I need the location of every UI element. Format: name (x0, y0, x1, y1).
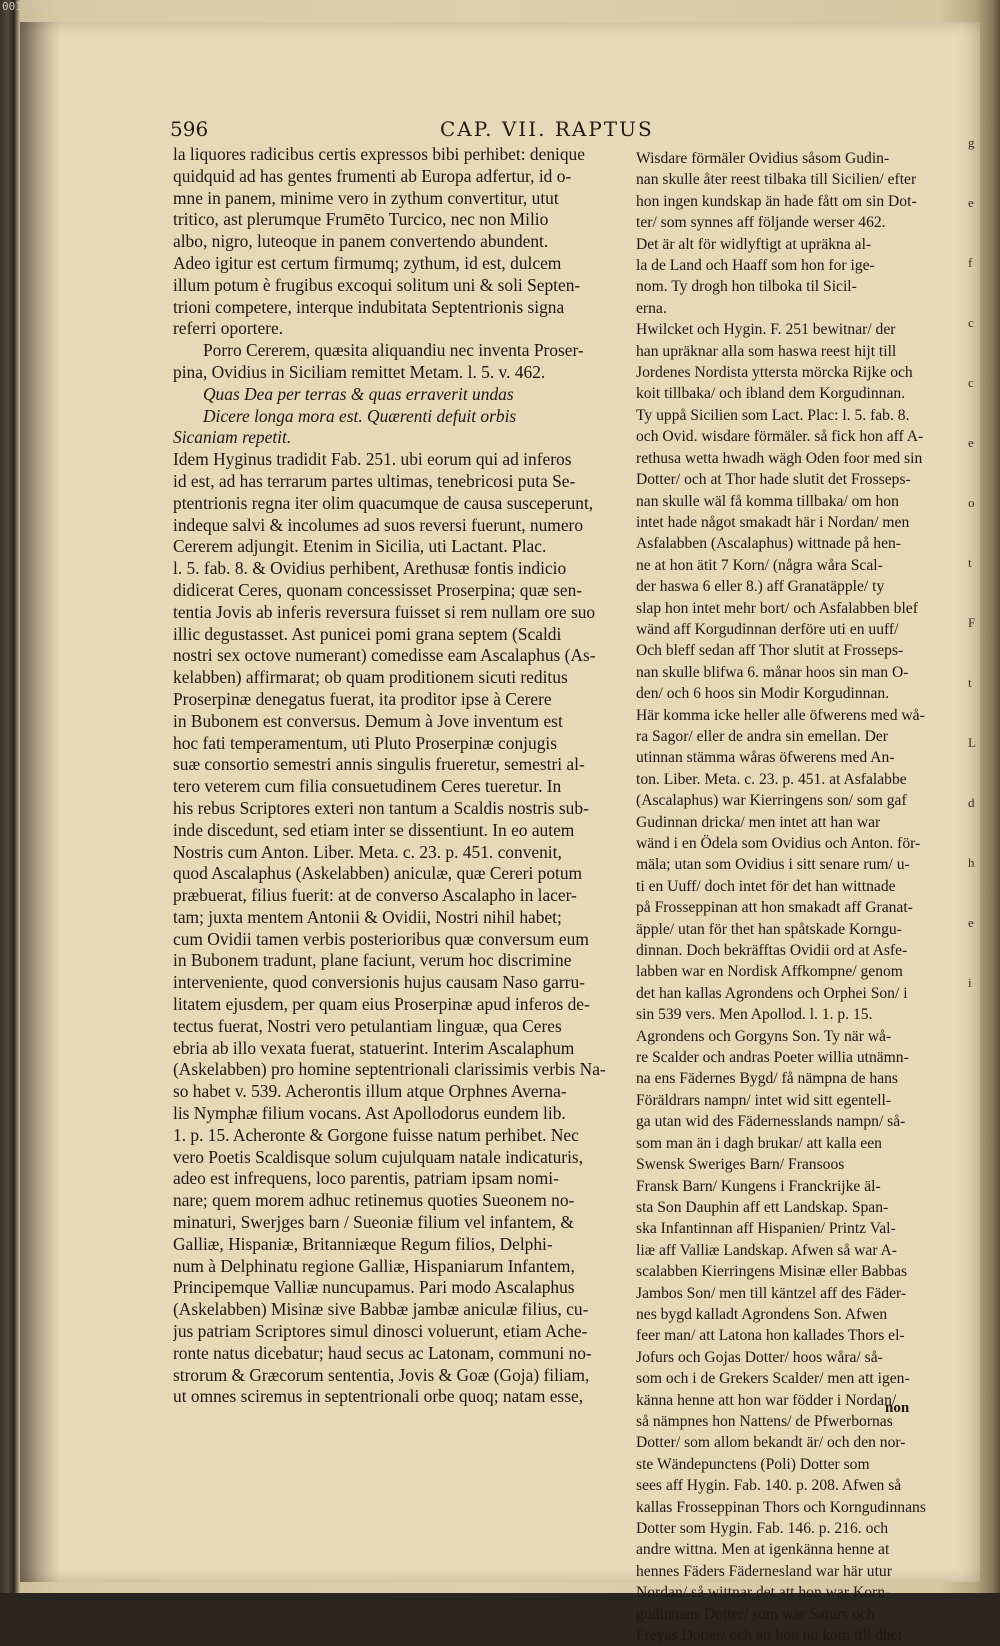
text-line: Idem Hyginus tradidit Fab. 251. ubi eorum qui ad inferos (173, 449, 572, 470)
edge-letter: L (968, 735, 976, 750)
text-line: mäla; utan som Ovidius i sitt senare rum/ u- (636, 856, 910, 874)
text-line: indeque salvi & incolumes ad suos reversi fuerunt, numero (173, 514, 584, 535)
edge-letter: o (968, 495, 975, 510)
text-line: na ens Fädernes Bygd/ få nämpna de hans (636, 1070, 898, 1088)
text-line: som man än i dagh brukar/ att kalla een (636, 1134, 882, 1152)
text-line: ronte natus dicebatur; haud secus ac Latonam, communi no- (173, 1342, 592, 1363)
text-line: id est, ad has terrarum partes ultimas, tenebricosi puta Se- (173, 470, 576, 491)
text-line: tritico, ast plerumque Frumēto Turcico, nec non Milio (173, 209, 549, 230)
text-line: Dicere longa mora est. Quærenti defuit orbis (203, 405, 517, 426)
text-line: ska Infantinnan aff Hispanien/ Printz Val- (636, 1220, 896, 1238)
text-line: på Frosseppinan att hon smakadt aff Granat- (636, 899, 913, 917)
text-line: (Ascalaphus) war Kierringens son/ som gaf (636, 792, 907, 810)
text-line: ne at hon ätit 7 Korn/ (några wåra Scal- (636, 556, 883, 574)
text-line: erna. (636, 299, 667, 317)
text-line: tam; juxta mentem Antonii & Ovidii, Nostri nihil habet; (173, 906, 562, 927)
text-line: wänd aff Korgudinnan derföre uti en uuff/ (636, 620, 899, 638)
text-line: so habet v. 539. Acherontis illum atque Orphnes Averna- (173, 1081, 567, 1102)
text-line: labben war en Nordisk Affkompne/ genom (636, 963, 903, 981)
text-line: Wisdare förmäler Ovidius såsom Gudin- (636, 150, 890, 167)
text-line: præbuerat, filius fuerit: at de converso Ascalapho in lacer- (173, 885, 577, 906)
swedish-text-column (636, 148, 941, 1646)
scan-id: 00103275 (2, 0, 55, 13)
text-line: la liquores radicibus certis expressos bibi perhibet: denique (173, 144, 585, 164)
text-line: Porro Cererem, quæsita aliquandiu nec inventa Proser- (203, 340, 584, 361)
text-line: hoc fati temperamentum, uti Pluto Proserpinæ conjugis (173, 732, 557, 753)
text-line: Sicaniam repetit. (173, 427, 292, 448)
text-line: num à Delphinatu regione Galliæ, Hispaniarum Infantem, (173, 1255, 575, 1276)
text-line: minaturi, Swerjges barn / Sueoniæ filium vel infantem, & (173, 1212, 574, 1233)
text-line: illum potum è frugibus excoqui solitum uni & soli Septen- (173, 274, 581, 295)
text-line: sin 539 vers. Men Apollod. l. 1. p. 15. (636, 1006, 873, 1024)
text-line: interveniente, quod conversionis hujus causam Naso garru- (173, 972, 585, 993)
edge-letter: f (968, 255, 973, 270)
text-line: in Bubonem tradunt, plane faciunt, verum hoc discrimine (173, 950, 572, 971)
text-line: scalabben Kierringens Misinæ eller Babbas (636, 1263, 908, 1281)
text-line: lis Nymphæ filium vocans. Ast Apollodorus eundem lib. (173, 1103, 566, 1124)
text-line: cum Ovidii tamen verbis posterioribus quæ conversum eum (173, 928, 589, 949)
text-line: nan skulle åter reest tilbaka till Sicilien/ efter (636, 171, 917, 189)
edge-letter: t (968, 675, 972, 690)
text-line: nom. Ty drogh hon tilboka til Sicil- (636, 278, 857, 296)
text-line: så nämpnes hon Nattens/ de Pfwerbornas (636, 1412, 893, 1430)
text-line: Dotter som Hygin. Fab. 146. p. 216. och (636, 1520, 889, 1537)
text-line: Adeo igitur est certum firmumq; zythum, id est, dulcem (173, 252, 562, 273)
text-line: inde discedunt, sed etiam inter se dissentiunt. In eo autem (173, 819, 575, 840)
text-line: Här komma icke heller alle öfwerens med wå- (636, 706, 925, 724)
text-line: Jordenes Nordista yttersta mörcka Rijke och (636, 364, 913, 382)
edge-letter: c (968, 375, 974, 390)
text-line: ter/ som synnes aff följande werser 462. (636, 214, 886, 232)
page-number: 596 (170, 117, 209, 141)
text-line: ptentrionis regna iter olim quacumque de causa susceperunt, (173, 492, 594, 513)
text-line: sta Son Dauphin aff ett Landskap. Span- (636, 1198, 889, 1216)
text-line: intet hade något smakadt här i Nordan/ men (636, 513, 910, 531)
text-line: in Bubonem est conversus. Demum à Jove inventum est (173, 710, 563, 731)
text-line: 1. p. 15. Acheronte & Gorgone fuisse natum perhibet. Nec (173, 1124, 579, 1145)
text-line: kallas Frosseppinan Thors och Korngudinnans (636, 1498, 926, 1516)
text-line: ra Sagor/ eller de andra sin emellan. Der (636, 727, 888, 745)
text-line: ti en Uuff/ doch intet för det han wittnade (636, 877, 896, 895)
edge-letter: c (968, 315, 974, 330)
text-line: känna henne att hon war födder i Nordan/ (636, 1391, 897, 1409)
text-line: Ty uppå Sicilien som Lact. Plac: l. 5. fab. 8. (636, 406, 910, 424)
edge-letter: e (968, 195, 974, 210)
text-line: vero Poetis Scaldisque solum cujulquam natale indicaturis, (173, 1146, 584, 1167)
edge-letter: e (968, 915, 974, 930)
edge-letter: F (968, 615, 976, 630)
text-line: ga utan wid des Fädernesslands nampn/ så- (636, 1113, 906, 1131)
edge-letter: h (968, 855, 975, 870)
text-line: nan skulle wäl få komma tillbaka/ om hon (636, 492, 899, 510)
text-line: rethusa wetta hwadh wägh Oden foor med sin (636, 449, 923, 467)
text-line: Jambos Son/ men till käntzel aff des Fäder- (636, 1284, 907, 1302)
text-line: Gudinnan dricka/ men intet att han war (636, 813, 881, 831)
text-line: ut omnes sciremus in septentrionali orbe quoq; natam esse, (173, 1386, 584, 1407)
text-line: (Askelabben) pro homine septentrionali clarissimis verbis Na- (173, 1059, 606, 1080)
text-line: la de Land och Haaff som hon for ige- (636, 257, 875, 275)
text-line: Proserpinæ denegatus fuerat, ita proditor ipse à Cerere (173, 688, 552, 709)
text-line: pina, Ovidius in Siciliam remittet Metam. l. 5. v. 462. (173, 361, 546, 382)
edge-letter: i (968, 975, 972, 990)
text-line: som och i de Grekers Scalder/ men att igen- (636, 1370, 910, 1388)
text-line: Galliæ, Hispaniæ, Britanniæque Regum filios, Delphi- (173, 1233, 553, 1254)
text-line: Principemque Valliæ nuncupamus. Pari modo Ascalaphus (173, 1277, 575, 1298)
edge-letter: e (968, 435, 974, 450)
text-line: ton. Liber. Meta. c. 23. p. 451. at Asfalabbe (636, 770, 907, 788)
text-line: Dotter/ och at Thor hade slutit det Frosseps- (636, 471, 911, 489)
text-line: albo, nigro, luteoque in panem convertendo abundent. (173, 231, 549, 252)
text-line: strorum & Græcorum sententia, Jovis & Goæ (Goja) filiam, (173, 1364, 590, 1385)
text-line: Swensk Sweriges Barn/ Fransoos (636, 1156, 845, 1174)
text-line: nare; quem morem adhuc retinemus quoties Sueonem no- (173, 1190, 575, 1211)
edge-letter: d (968, 795, 975, 810)
text-line: ste Wändepunctens (Poli) Dotter som (636, 1455, 870, 1473)
text-line: nan skulle blifwa 6. månar hoos sin man O- (636, 663, 909, 681)
text-line: Och bleff sedan aff Thor slutit at Frosseps- (636, 642, 904, 660)
text-line: Quas Dea per terras & quas erraverit undas (203, 383, 514, 404)
text-line: re Scalder och andras Poeter willia utnämn- (636, 1049, 909, 1067)
edge-letter: g (968, 135, 975, 150)
text-line: nostri sex octove numerant) comedisse eam Ascalaphus (As- (173, 645, 596, 666)
text-line: mne in panem, minime vero in zythum convertitur, utut (173, 187, 559, 208)
text-line: his rebus Scriptores exteri non tantum a Scaldis nostris sub- (173, 797, 589, 818)
text-line: Nostris cum Anton. Liber. Meta. c. 23. p. 451. convenit, (173, 841, 562, 862)
text-line: quod Ascalaphus (Askelabben) aniculæ, quæ Cereri potum (173, 863, 583, 884)
page-header (170, 117, 670, 147)
text-line: utinnan stämma wåras öfwerens med An- (636, 749, 895, 767)
text-line: jus patriam Scriptores simul dinosci voluerunt, etiam Ache- (173, 1321, 588, 1342)
text-line: Asfalabben (Ascalaphus) wittnade på hen- (636, 535, 901, 553)
text-line: Cererem adjungit. Etenim in Sicilia, uti Lactant. Plac. (173, 536, 547, 557)
running-head: CAP. VII. RAPTUS (440, 117, 654, 141)
latin-text-column (173, 144, 623, 1408)
text-line: Agrondens och Gorgyns Son. Ty när wå- (636, 1027, 892, 1045)
text-line: sees aff Hygin. Fab. 140. p. 208. Afwen så (636, 1477, 902, 1495)
text-line: der haswa 6 eller 8.) aff Granatäpple/ ty (636, 578, 885, 596)
text-line: andre wittna. Men at igenkänna henne at (636, 1541, 890, 1559)
text-line: quidquid ad has gentes frumenti ab Europa adfertur, id o- (173, 165, 572, 186)
text-line: referri oportere. (173, 318, 284, 339)
text-line: Dotter/ som allom bekandt är/ och den nor- (636, 1434, 906, 1452)
text-line: Hwilcket och Hygin. F. 251 bewitnar/ der (636, 321, 896, 339)
text-line: litatem ejusdem, per quam eius Proserpinæ apud inferos de- (173, 994, 590, 1015)
text-line: nes bygd kalladt Agrondens Son. Afwen (636, 1305, 888, 1323)
text-line: ebria ab illo vexata fuerat, statuerint. Interim Ascalaphum (173, 1037, 575, 1058)
text-line: Fransk Barn/ Kungens i Franckrijke äl- (636, 1177, 881, 1195)
text-line: hon ingen kundskap än hade fått om sin Dot- (636, 192, 917, 210)
text-line: gudinnans Dotter/ som war Saturs och (636, 1605, 875, 1623)
text-line: hennes Fäders Fädernesland war här utur (636, 1562, 892, 1580)
text-line: (Askelabben) Misinæ sive Babbæ jambæ aniculæ filius, cu- (173, 1299, 589, 1320)
text-line: feer man/ att Latona hon kallades Thors el- (636, 1327, 905, 1345)
text-line: koit tillbaka/ och ibland dem Korgudinnan. (636, 385, 906, 403)
text-line: Det är alt för widlyftigt at upräkna al- (636, 235, 872, 253)
text-line: han upräknar alla som haswa reest hijt till (636, 342, 897, 360)
text-line: det han kallas Agrondens och Orphei Son/ i (636, 984, 908, 1002)
text-line: Jofurs och Gojas Dotter/ hoos wåra/ så- (636, 1348, 883, 1366)
text-line: äpple/ utan för thet han spåtskade Korngu- (636, 920, 902, 938)
text-line: och Ovid. wisdare förmäler. så fick hon aff A- (636, 428, 924, 446)
text-line: slap hon intet mehr bort/ och Asfalabben blef (636, 599, 918, 617)
text-line: suæ consortio semestri annis singulis frueretur, semestri al- (173, 754, 585, 775)
text-line: liæ aff Valliæ Landskap. Afwen så war A- (636, 1241, 898, 1259)
text-line: wänd i en Ödela som Ovidius och Anton. för- (636, 835, 921, 852)
text-line: didicerat Ceres, quonam concessisset Proserpina; quæ sen- (173, 579, 583, 600)
text-line: illic degustasset. Ast punicei pomi grana septem (Scaldi (173, 623, 562, 644)
text-line: kelabben) affirmarat; ob quam proditionem sicuti reditus (173, 667, 568, 688)
text-line: tectus fuerat, Nostri vero petulantiam linguæ, qua Ceres (173, 1015, 562, 1036)
catchword: non (885, 1400, 910, 1416)
text-line: l. 5. fab. 8. & Ovidius perhibent, Arethusæ fontis indicio (173, 558, 567, 579)
text-line: Freyas Dotter/ och att hon nu kom till dhet (636, 1627, 902, 1645)
text-line: tentia Jovis ab inferis reversura fuisset si rem nullam ore suo (173, 601, 596, 622)
text-line: den/ och 6 hoos sin Modir Korgudinnan. (636, 685, 890, 703)
text-line: Nordan/ så wittnar det att hon war Korn- (636, 1584, 891, 1602)
text-line: adeo est infrequens, loco parentis, patriam ipsam nomi- (173, 1168, 559, 1189)
edge-letter: t (968, 555, 972, 570)
text-line: Föräldrars nampn/ intet wid sitt egentell- (636, 1091, 892, 1109)
text-line: tero veterem cum filia consuetudinem Ceres tueretur. In (173, 776, 562, 797)
text-line: trioni competere, interque indubitata Septentrionis signa (173, 296, 565, 317)
text-line: dinnan. Doch bekräfftas Ovidii ord at Asfe- (636, 942, 908, 960)
